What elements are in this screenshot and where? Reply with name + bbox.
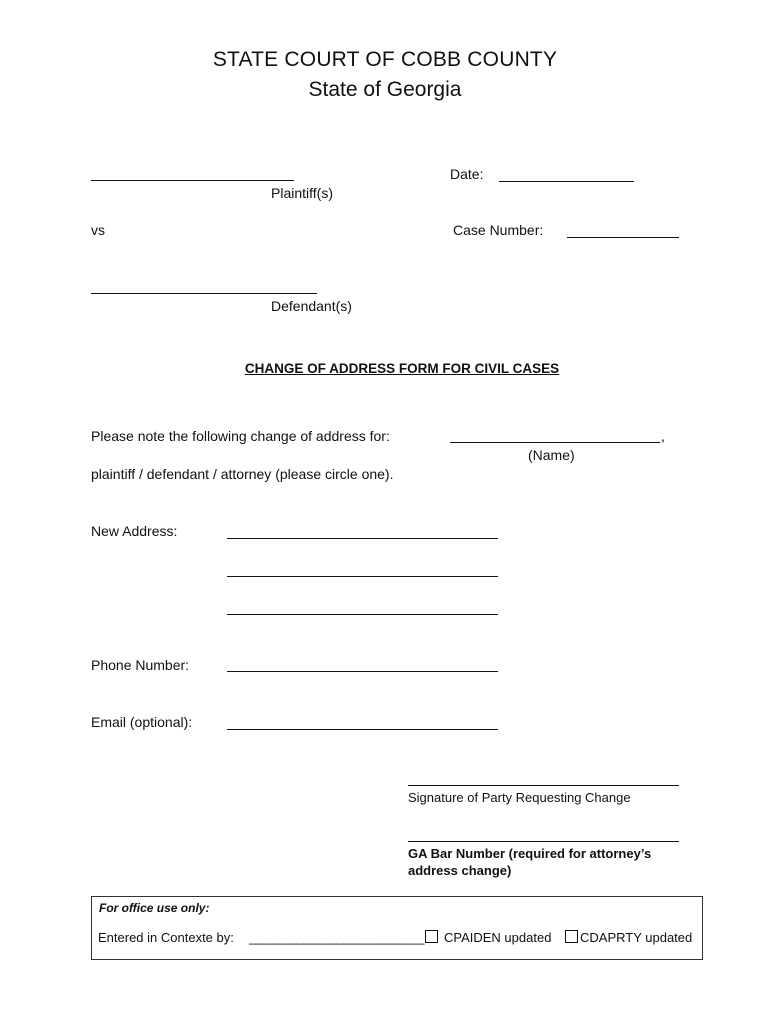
case-number-field-line[interactable] xyxy=(567,237,679,238)
address-line-1[interactable] xyxy=(227,538,498,539)
bar-number-label-line2: address change) xyxy=(408,863,512,878)
cdaprty-label: CDAPRTY updated xyxy=(580,930,693,945)
date-label: Date: xyxy=(450,166,484,182)
office-entered-blank[interactable]: __________________________ xyxy=(249,930,424,945)
form-title: CHANGE OF ADDRESS FORM FOR CIVIL CASES xyxy=(244,361,560,376)
court-title: STATE COURT OF COBB COUNTY xyxy=(212,48,558,71)
defendant-name-line[interactable] xyxy=(91,293,317,294)
office-entered-label: Entered in Contexte by: xyxy=(98,930,234,945)
address-line-3[interactable] xyxy=(227,614,498,615)
defendant-label: Defendant(s) xyxy=(271,298,352,314)
new-address-label: New Address: xyxy=(91,523,178,539)
bar-number-label-line1: GA Bar Number (required for attorney’s xyxy=(408,846,652,861)
address-line-2[interactable] xyxy=(227,576,498,577)
name-field-line[interactable] xyxy=(450,442,660,443)
bar-number-line[interactable] xyxy=(408,841,679,842)
office-use-title: For office use only: xyxy=(99,901,210,915)
office-use-box xyxy=(91,896,703,960)
intro-comma: , xyxy=(661,428,665,444)
plaintiff-label: Plaintiff(s) xyxy=(271,185,333,201)
signature-label: Signature of Party Requesting Change xyxy=(408,790,631,805)
email-label: Email (optional): xyxy=(91,714,193,730)
party-options-text: plaintiff / defendant / attorney (please circle one). xyxy=(91,466,394,482)
cpaiden-label: CPAIDEN updated xyxy=(444,930,552,945)
name-label: (Name) xyxy=(528,447,575,463)
intro-text: Please note the following change of address for: xyxy=(91,428,390,444)
email-field-line[interactable] xyxy=(227,729,498,730)
phone-label: Phone Number: xyxy=(91,657,190,673)
signature-line[interactable] xyxy=(408,785,679,786)
state-subtitle: State of Georgia xyxy=(308,78,462,101)
versus-label: vs xyxy=(91,222,105,238)
plaintiff-name-line[interactable] xyxy=(91,180,294,181)
case-number-label: Case Number: xyxy=(453,222,544,238)
cpaiden-checkbox[interactable] xyxy=(425,930,438,943)
cdaprty-checkbox[interactable] xyxy=(565,930,578,943)
date-field-line[interactable] xyxy=(499,181,634,182)
phone-field-line[interactable] xyxy=(227,671,498,672)
